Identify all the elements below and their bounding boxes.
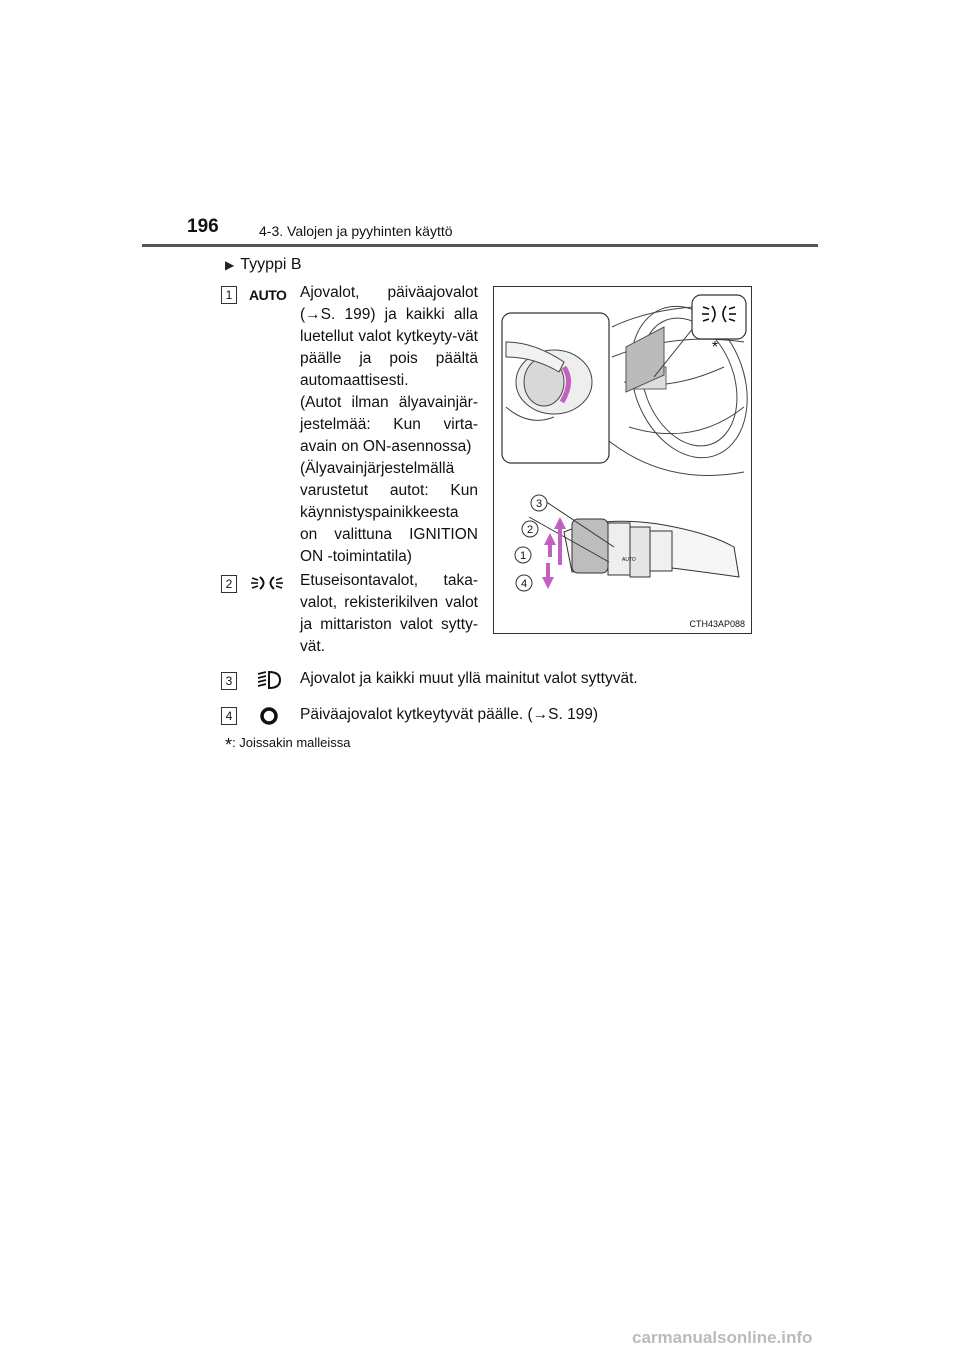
item-number-3: 3 (221, 672, 237, 690)
item-3-text: Ajovalot ja kaikki muut yllä mainitut valot syttyvät. (300, 670, 638, 687)
item-1-main: Ajovalot, päiväajovalot (→S. 199) ja kaikki alla luetellut valot kytkeyty-vät päälle ja pois päältä automaattisesti. (300, 284, 478, 389)
headlight-icon (256, 669, 282, 696)
section-title: 4-3. Valojen ja pyyhinten käyttö (259, 223, 453, 239)
header-rule (142, 244, 818, 247)
item-number-4: 4 (221, 707, 237, 725)
side-lights-icon (250, 573, 284, 598)
switch-auto-label: AUTO (622, 557, 636, 563)
item-number-1: 1 (221, 286, 237, 304)
page-number: 196 (187, 216, 219, 237)
item-number-2: 2 (221, 575, 237, 593)
type-heading-text: Tyyppi B (240, 256, 302, 273)
triangle-bullet-icon: ▶ (225, 258, 235, 272)
auto-icon: AUTO (249, 287, 287, 303)
callout-3: 3 (535, 498, 543, 510)
item-2-text: Etuseisontavalot, taka-valot, rekisterikilven valot ja mittariston valot sytty-vät. (300, 572, 478, 655)
figure-code: CTH43AP088 (689, 619, 745, 629)
item-1-note1: (Autot ilman älyavainjär-jestelmää: Kun virta-avain on ON-asennossa) (300, 394, 478, 455)
watermark: carmanualsonline.info (632, 1328, 813, 1347)
figure-asterisk: * (711, 339, 719, 356)
callout-2: 2 (526, 524, 534, 536)
footnote-star: * (225, 735, 233, 755)
item-1-text (300, 282, 478, 568)
item-1-note2: (Älyavainjärjestelmällä varustetut autot: Kun käynnistyspainikkeesta on valittuna IGNITION ON -toimintatila) (300, 460, 478, 565)
footnote (225, 735, 351, 756)
callout-1: 1 (519, 550, 527, 562)
headlight-switch-figure (493, 286, 752, 634)
callout-4: 4 (520, 578, 528, 590)
item-4-text: Päiväajovalot kytkeytyvät päälle. (→S. 199) (300, 706, 599, 723)
footnote-text: : Joissakin malleissa (232, 735, 351, 750)
drl-icon (259, 706, 279, 731)
type-heading (225, 256, 302, 274)
